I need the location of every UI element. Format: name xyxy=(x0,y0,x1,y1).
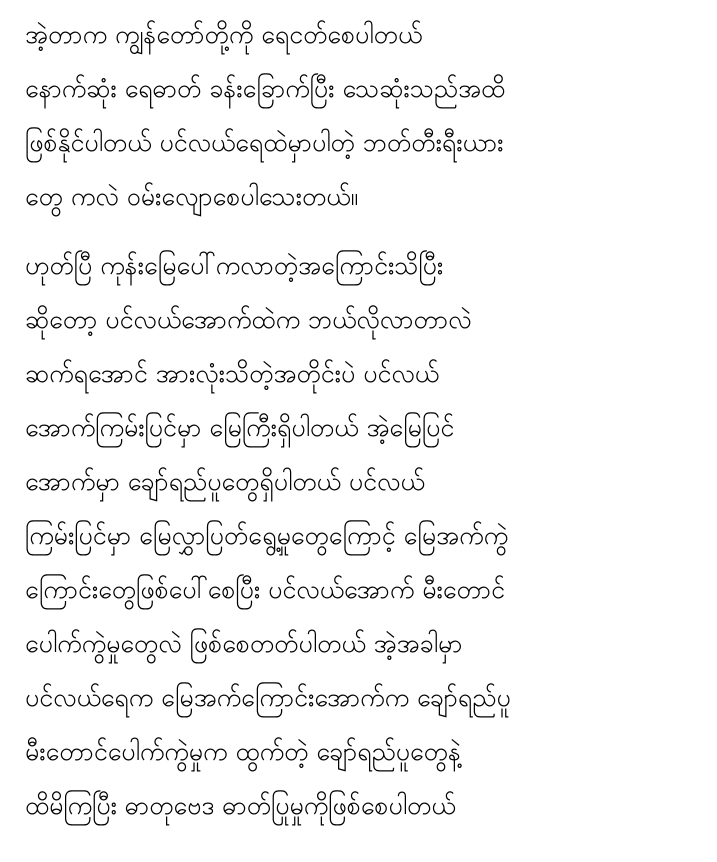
text-line: နောက်ဆုံး ရေဓာတ် ခန်းခြောက်ပြီး သေဆုံးသည်အထိ xyxy=(25,74,506,103)
text-line: တွေ ကလဲ ဝမ်းလျောစေပါသေးတယ်။ xyxy=(25,182,359,211)
paragraph-1 xyxy=(25,8,705,224)
text-line: ကြောင်းတွေဖြစ်ပေါ်စေပြီး ပင်လယ်အောက် မီးတောင် xyxy=(25,575,505,604)
text-line: ဆိုတော့ ပင်လယ်အောက်ထဲက ဘယ်လိုလာတာလဲ xyxy=(25,305,472,334)
text-line: အဲ့တာက ကျွန်တော်တို့ကို ရေငတ်စေပါတယ် xyxy=(25,20,423,49)
text-line: ထိမိကြပြီး ဓာတုဗေဒ ဓာတ်ပြုမှုကိုဖြစ်စေပါတယ် xyxy=(25,791,456,820)
text-line: အောက်မှာ ချော်ရည်ပူတွေရှိပါတယ် ပင်လယ် xyxy=(25,467,425,496)
text-line: ကြမ်းပြင်မှာ မြေလွှာပြတ်ရွေ့မှုတွေကြောင့် မြေအက်ကွဲ xyxy=(25,521,509,550)
text-line: ဆက်ရအောင် အားလုံးသိတဲ့အတိုင်းပဲ ပင်လယ် xyxy=(25,359,440,388)
text-line: ဟုတ်ပြီ ကုန်းမြေပေါ်ကလာတဲ့အကြောင်းသိပြီး xyxy=(25,251,444,280)
text-line: ပင်လယ်ရေက မြေအက်ကြောင်းအောက်က ချော်ရည်ပူ xyxy=(25,683,511,712)
text-line: ပေါက်ကွဲမှုတွေလဲ ဖြစ်စေတတ်ပါတယ် အဲ့အခါမှာ xyxy=(25,629,463,658)
text-line: အောက်ကြမ်းပြင်မှာ မြေကြီးရှိပါတယ် အဲ့မြေပြင် xyxy=(25,413,455,442)
paragraph-2 xyxy=(25,239,705,833)
text-line: ဖြစ်နိုင်ပါတယ် ပင်လယ်ရေထဲမှာပါတဲ့ ဘတ်တီးရီးယား xyxy=(25,128,504,157)
text-line: မီးတောင်ပေါက်ကွဲမှုက ထွက်တဲ့ ချော်ရည်ပူတွေနဲ့ xyxy=(25,737,461,766)
